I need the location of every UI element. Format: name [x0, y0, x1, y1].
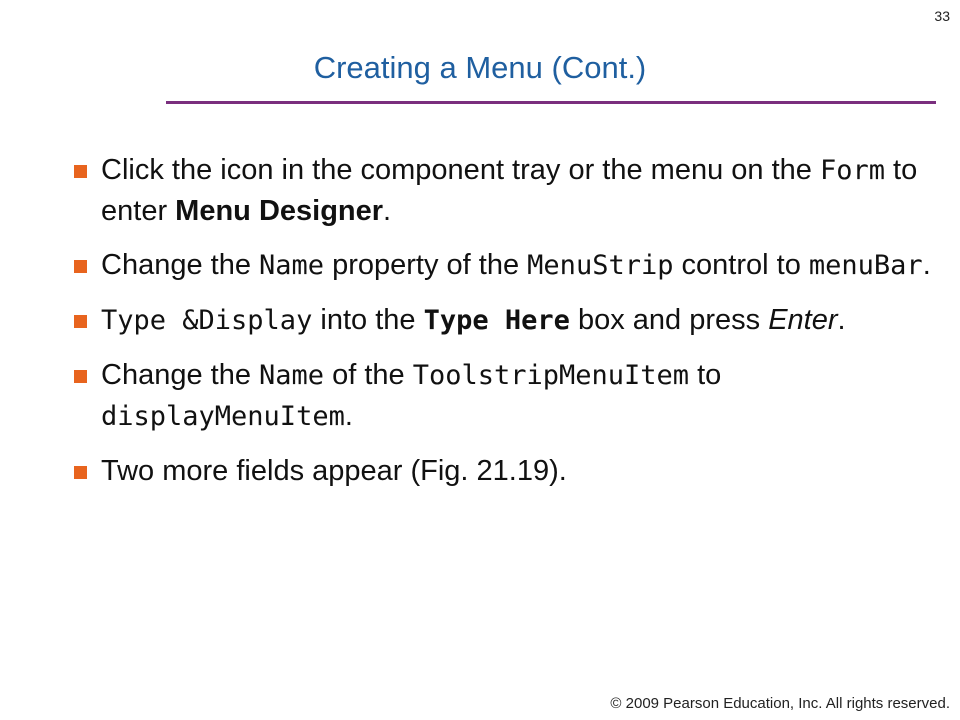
bullet-text: . [344, 400, 353, 432]
slide-title: Creating a Menu (Cont.) [313, 50, 647, 85]
bullet-item-two-fields [74, 451, 944, 491]
bullet-square-icon [74, 165, 87, 178]
bullet-text: Change the [101, 359, 260, 391]
code-term: displayMenuItem [101, 401, 345, 432]
bullet-square-icon [74, 315, 87, 328]
bullet-text: of the [324, 359, 413, 391]
bullet-text: control to [673, 249, 809, 281]
bullet-item-menustrip-name [74, 245, 944, 286]
bullet-text: Click the icon in the component tray or the menu on the [101, 154, 820, 186]
code-term: ToolstripMenuItem [412, 360, 690, 391]
bold-code-term: Type Here [423, 305, 570, 336]
bullet-text: into the [312, 304, 424, 336]
code-term: Name [259, 360, 325, 391]
copyright-notice: © 2009 Pearson Education, Inc. All rights reserved. [610, 695, 950, 712]
bold-term: Menu Designer [175, 195, 384, 227]
bullet-item-type-display [74, 300, 944, 341]
bullet-item-menuitem-name [74, 355, 944, 437]
code-term: MenuStrip [527, 250, 674, 281]
bullet-text: Change the [101, 249, 260, 281]
code-term: Form [819, 155, 885, 186]
bullet-text: to enter [101, 154, 918, 227]
italic-term: Enter [768, 304, 838, 336]
bullet-text: property of the [324, 249, 528, 281]
code-term: menuBar [808, 250, 923, 281]
title-divider [166, 101, 936, 104]
bullet-square-icon [74, 370, 87, 383]
bullet-list [74, 150, 944, 505]
bullet-text: Two more fields appear (Fig. 21.19). [101, 455, 567, 487]
bullet-item-menu-designer [74, 150, 944, 231]
page-number: 33 [934, 8, 950, 24]
bullet-square-icon [74, 260, 87, 273]
bullet-text: . [922, 249, 931, 281]
code-term: Type &Display [101, 305, 313, 336]
bullet-text: box and press [569, 304, 769, 336]
bullet-text: . [383, 195, 392, 227]
bullet-text: to [689, 359, 722, 391]
bullet-square-icon [74, 466, 87, 479]
bullet-text: . [837, 304, 846, 336]
code-term: Name [259, 250, 325, 281]
